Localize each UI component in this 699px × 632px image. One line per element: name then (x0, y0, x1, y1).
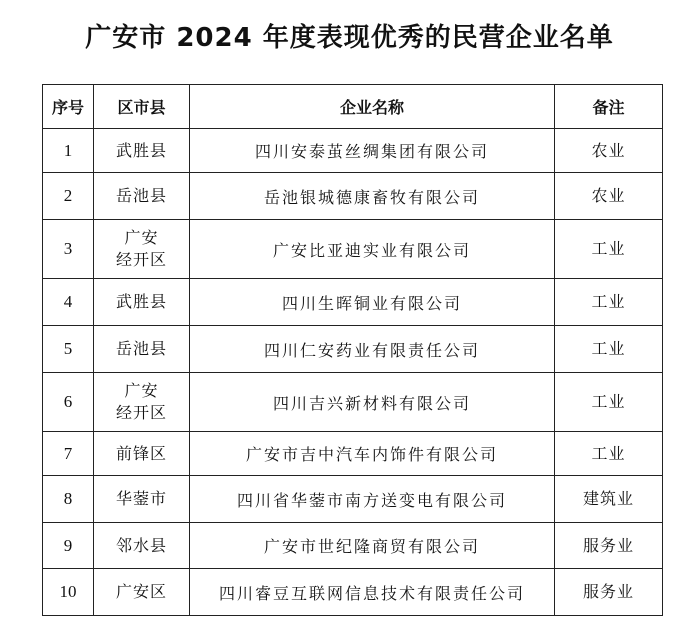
row-note: 工业 (555, 326, 663, 373)
row-district: 邻水县 (94, 523, 190, 569)
row-note: 服务业 (555, 569, 663, 616)
row-district: 武胜县 (94, 129, 190, 173)
row-company-name: 四川省华蓥市南方送变电有限公司 (190, 476, 555, 523)
row-seq: 9 (43, 523, 94, 569)
row-note: 工业 (555, 373, 663, 432)
row-company-name: 广安比亚迪实业有限公司 (190, 220, 555, 279)
row-note: 工业 (555, 279, 663, 326)
row-note: 农业 (555, 173, 663, 220)
document-title: 广安市 2024 年度表现优秀的民营企业名单 (85, 23, 614, 53)
row-note: 建筑业 (555, 476, 663, 523)
row-note: 工业 (555, 432, 663, 476)
row-seq: 4 (43, 279, 94, 326)
row-company-name: 岳池银城德康畜牧有限公司 (190, 173, 555, 220)
row-company-name: 广安市世纪隆商贸有限公司 (190, 523, 555, 569)
row-seq: 1 (43, 129, 94, 173)
table-row (43, 432, 663, 476)
row-seq: 7 (43, 432, 94, 476)
row-seq: 6 (43, 373, 94, 432)
table-body (43, 129, 663, 616)
row-company-name: 四川睿豆互联网信息技术有限责任公司 (190, 569, 555, 616)
table-row (43, 173, 663, 220)
row-seq: 8 (43, 476, 94, 523)
table-row (43, 569, 663, 616)
row-company-name: 四川生晖铜业有限公司 (190, 279, 555, 326)
row-district: 广安 经开区 (94, 220, 190, 279)
header-district: 区市县 (94, 85, 190, 129)
row-district: 武胜县 (94, 279, 190, 326)
row-note: 工业 (555, 220, 663, 279)
row-company-name: 广安市吉中汽车内饰件有限公司 (190, 432, 555, 476)
row-note: 服务业 (555, 523, 663, 569)
row-note: 农业 (555, 129, 663, 173)
table-row (43, 129, 663, 173)
table-row (43, 373, 663, 432)
row-seq: 5 (43, 326, 94, 373)
row-company-name: 四川仁安药业有限责任公司 (190, 326, 555, 373)
row-seq: 3 (43, 220, 94, 279)
table-row (43, 523, 663, 569)
table-header-row (43, 85, 663, 129)
row-seq: 2 (43, 173, 94, 220)
row-district: 岳池县 (94, 326, 190, 373)
company-list-table (42, 84, 663, 616)
header-seq: 序号 (43, 85, 94, 129)
row-district: 华蓥市 (94, 476, 190, 523)
row-district: 广安 经开区 (94, 373, 190, 432)
row-district: 岳池县 (94, 173, 190, 220)
row-seq: 10 (43, 569, 94, 616)
table-row (43, 220, 663, 279)
header-company: 企业名称 (190, 85, 555, 129)
row-company-name: 四川吉兴新材料有限公司 (190, 373, 555, 432)
table-row (43, 279, 663, 326)
row-company-name: 四川安泰茧丝绸集团有限公司 (190, 129, 555, 173)
header-note: 备注 (555, 85, 663, 129)
table-row (43, 476, 663, 523)
table-row (43, 326, 663, 373)
row-district: 广安区 (94, 569, 190, 616)
row-district: 前锋区 (94, 432, 190, 476)
